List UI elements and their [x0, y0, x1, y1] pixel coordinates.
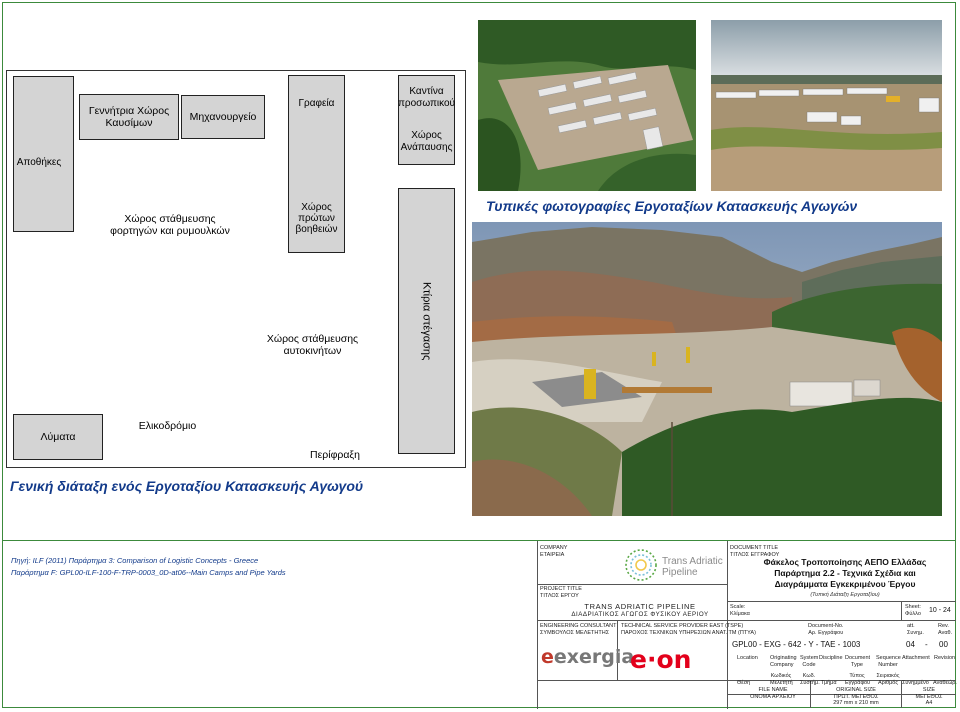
eng-consultant-label: ENGINEERING CONSULTANT ΣΥΜΒΟΥΛΟΣ ΜΕΛΕΤΗΤΗΣ — [540, 623, 617, 636]
plan-title: Γενική διάταξη ενός Εργοταξίου Κατασκευής Αγωγού — [10, 478, 364, 494]
document-number: GPL00 - EXG - 642 - Y - TAE - 1003 — [732, 640, 861, 649]
rev-label: Rev. Αναθ. — [938, 623, 953, 636]
workshop-box — [181, 95, 265, 139]
col-revision: Revision — [934, 655, 956, 661]
tb-divider — [537, 541, 538, 709]
gr-sequence: Σειριακός Αριθμός — [876, 673, 900, 686]
attachment-value: 04 — [906, 640, 915, 649]
car-parking-label: Χώρος στάθμευσης αυτοκινήτων — [266, 333, 359, 357]
offices-label: Γραφεία — [298, 98, 335, 109]
project-title: TRANS ADRIATIC PIPELINE — [584, 602, 696, 611]
gr-revision: Αναθεώρ. — [933, 680, 957, 686]
gr-system: Κωδ. Συστήμ. — [800, 673, 820, 686]
doc-title-line-3: Διαγράμματα Εγκεκριμένου Έργου — [774, 579, 916, 589]
generators-label: Γεννήτρια Χώρος Καυσίμων — [88, 105, 170, 129]
company-label: COMPANY ΕΤΑΙΡΕΙΑ — [540, 545, 568, 558]
wastewater-box — [13, 414, 103, 460]
separator-line — [3, 540, 955, 541]
doc-title-label: DOCUMENT TITLE ΤΙΤΛΟΣ ΕΓΓΡΑΦΟΥ — [730, 545, 780, 558]
file-name-label: FILE NAME ΟΝΟΜΑ ΑΡΧΕΙΟΥ — [750, 687, 796, 700]
doc-subtitle: (Τυπική Διάταξη Εργοταξίου) — [810, 592, 880, 598]
docno-label: Document-No. Αρ. Εγγράφου — [808, 623, 844, 636]
gr-location: Θέση — [737, 680, 751, 686]
gr-doctype: Τύπος Εγγράφου — [845, 673, 871, 686]
tap-logo-text: Trans Adriatic Pipeline — [662, 556, 723, 578]
wastewater-label: Λύματα — [40, 431, 76, 443]
tb-divider — [727, 601, 956, 602]
construction-photo — [472, 222, 942, 516]
source-line-1: Πηγή: ILF (2011) Παράρτημα 3: Comparison of Logistic Concepts - Greece — [11, 556, 259, 565]
col-attachment: Attachment — [902, 655, 930, 661]
truck-parking-label: Χώρος στάθμευσης φορτηγών και ρυμουλκών — [110, 213, 230, 237]
source-line-2: Παράρτημα F: GPL00-ILF-100-F-TRP-0003_0D-at06--Main Camps and Pipe Yards — [11, 568, 286, 577]
tb-divider — [537, 620, 956, 621]
warehouses-box — [13, 76, 74, 232]
tap-logo-icon — [622, 546, 660, 584]
warehouses-label: Αποθήκες — [16, 157, 62, 168]
first-aid-label: Χώρος πρώτων βοηθειών — [295, 202, 338, 235]
orig-size-label: ORIGINAL SIZE ΠΡΩΤ. ΜΕΓΕΘΟΣ 297 mm x 210 mm — [833, 687, 879, 706]
sheet-value: 10 - 24 — [929, 607, 951, 614]
dash-separator: - — [925, 640, 928, 649]
eon-logo: e·on — [630, 645, 692, 674]
fence-label: Περίφραξη — [310, 449, 360, 461]
canteen-rest-box — [398, 75, 455, 165]
generators-box — [79, 94, 179, 140]
project-title-label: PROJECT TITLE ΤΙΤΛΟΣ ΕΡΓΟΥ — [540, 586, 582, 599]
project-title-gr: ΔΙΑΔΡΙΑΤΙΚΟΣ ΑΓΩΓΟΣ ΦΥΣΙΚΟΥ ΑΕΡΙΟΥ — [571, 611, 709, 618]
tech-provider-label: TECHNICAL SERVICE PROVIDER EAST (TSPE) ΠΑΡΟΧΟΣ ΤΕΧΝΙΚΩΝ ΥΠΗΡΕΣΙΩΝ ΑΝΑΤ. ΤΜ (ΠΤΥΑ) — [621, 623, 756, 636]
photos-title: Τυπικές φωτογραφίες Εργοταξίων Κατασκευής Αγωγών — [486, 198, 858, 214]
gr-attachment: Συνημμένο — [902, 680, 929, 686]
sheet-label: Sheet: Φύλλο — [905, 604, 921, 617]
col-location: Location — [737, 655, 758, 661]
col-sequence: Sequence Number — [876, 655, 901, 668]
att-label: att. Συνημ. — [907, 623, 924, 636]
tb-divider — [901, 601, 902, 621]
workshop-label: Μηχανουργείο — [189, 111, 257, 123]
doc-title-line-1: Φάκελος Τροποποίησης ΑΕΠΟ Ελλάδας — [763, 557, 927, 567]
tb-divider — [537, 584, 727, 585]
col-doctype: Document Type — [845, 655, 871, 668]
heliport-label: Ελικοδρόμιο — [138, 420, 197, 432]
camp-photo-aerial — [478, 20, 696, 191]
doc-title-line-2: Παράρτημα 2.2 - Τεχνικά Σχέδια και — [774, 568, 916, 578]
rest-label: Χώρος Ανάπαυσης — [400, 130, 453, 153]
scale-label: Scale: Κλίμακα — [730, 604, 750, 617]
col-system: System Code — [800, 655, 819, 668]
size-label: SIZE ΜΕΓΕΘΟΣ A4 — [915, 687, 943, 706]
canteen-label: Καντίνα προσωπικού — [398, 86, 456, 109]
camp-photo-ground — [711, 20, 942, 191]
exergia-logo-text: exergia — [553, 646, 635, 668]
accommodation-label: Κτίρια στέγασης — [420, 281, 433, 361]
col-discipline: Discipline — [819, 655, 843, 661]
doc-title — [740, 557, 950, 590]
exergia-logo: eexergia — [541, 646, 635, 668]
accommodation-box — [398, 188, 455, 454]
gr-discipline: Τμήμα — [821, 680, 837, 686]
gr-company: Κωδικός Μελετητή — [770, 673, 793, 686]
col-company: Originating Company — [770, 655, 797, 668]
revision-value: 00 — [939, 640, 948, 649]
